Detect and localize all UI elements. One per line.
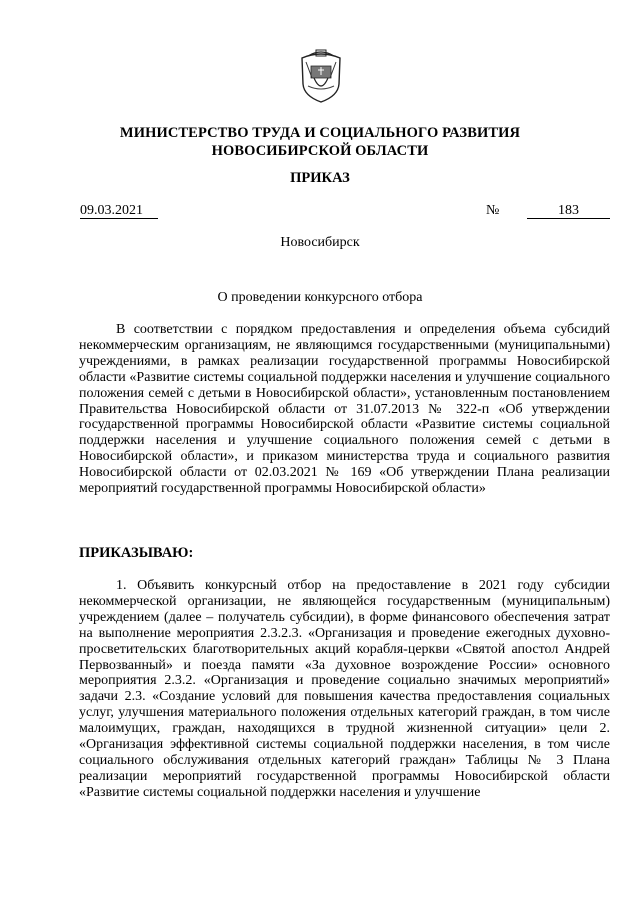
document-type: ПРИКАЗ bbox=[290, 170, 350, 186]
organization-line-2: НОВОСИБИРСКОЙ ОБЛАСТИ bbox=[211, 143, 429, 159]
document-subject: О проведении конкурсного отбора bbox=[217, 290, 423, 305]
document-date: 09.03.2021 bbox=[80, 203, 158, 219]
preamble-paragraph: В соответствии с порядком предоставления и определения объема субсидий некоммерческим организациям, не являющимся государственными (муниципальными) учреждениями, в рамках реализации государственной программы Новосибирской области «Развитие системы социальной поддержки населения и улучшение социального положения семей с детьми в Новосибирской области», установленным постановлением Правительства Новосибирской области от 31.07.2013 № 322-п «Об утверждении государственной программы Новосибирской области «Развитие системы социальной поддержки населения и улучшение социального положения семей с детьми в Новосибирской области», и приказом министерства труда и социального развития Новосибирской области от 02.03.2021 № 169 «Об утверждении Плана реализации мероприятий государственной программы Новосибирской области» bbox=[79, 322, 610, 497]
document-number: 183 bbox=[527, 203, 610, 219]
coat-of-arms-icon bbox=[296, 48, 346, 104]
order-heading: ПРИКАЗЫВАЮ: bbox=[79, 545, 194, 561]
city: Новосибирск bbox=[280, 235, 360, 250]
organization-line-1: МИНИСТЕРСТВО ТРУДА И СОЦИАЛЬНОГО РАЗВИТИЯ bbox=[119, 125, 521, 141]
order-item-1: 1. Объявить конкурсный отбор на предоставление в 2021 году субсидии некоммерческой организации, не являющейся государственным (муниципальным) учреждением (далее – получатель субсидии), в форме финансового обеспечения затрат на выполнение мероприятия 2.3.2.3. «Организация и проведение ежегодных духовно-просветительских благотворительных акций корабля-церкви «Святой апостол Андрей Первозванный» и поезда памяти «За духовное возрождение России» основного мероприятия 2.3.2. «Организация и проведение социально значимых мероприятий» задачи 2.3. «Создание условий для повышения качества предоставления социальных услуг, улучшения материального положения отдельных категорий граждан, в том числе малоимущих, граждан, находящихся в трудной жизненной ситуации» цели 2. «Организация эффективной системы социальной поддержки населения, в том числе социального обслуживания отдельных категорий граждан» Таблицы № 3 Плана реализации мероприятий государственной программы Новосибирской области «Развитие системы социальной поддержки населения и улучшение bbox=[79, 578, 610, 800]
organization-title bbox=[0, 124, 640, 160]
number-sign: № bbox=[486, 203, 500, 218]
